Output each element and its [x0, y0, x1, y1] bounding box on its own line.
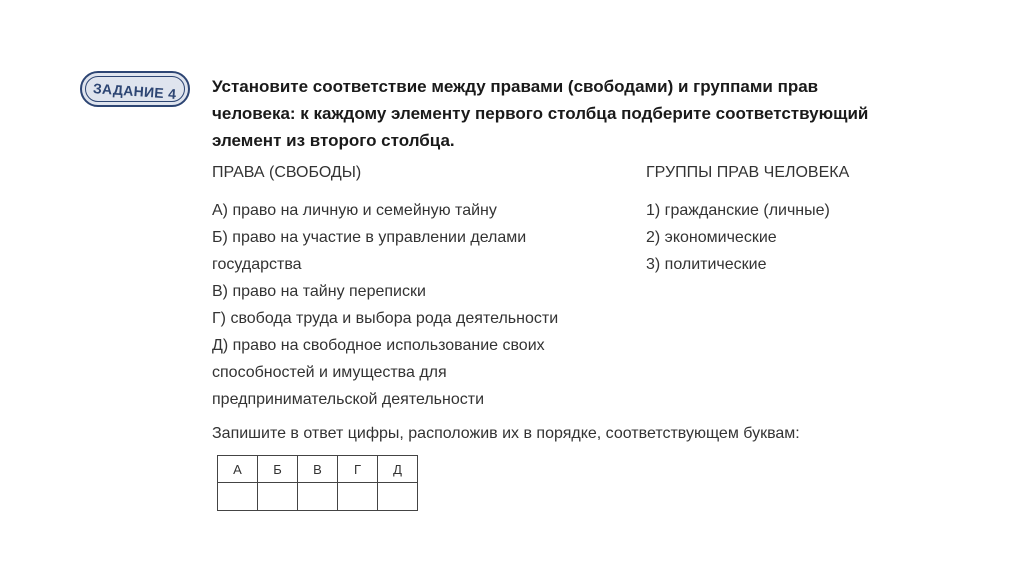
rights-list-item: Г) свобода труда и выбора рода деятельности: [212, 310, 559, 327]
answer-letter-cell: Д: [378, 456, 418, 483]
answer-value-cell[interactable]: [378, 483, 418, 511]
rights-list-item: предпринимательской деятельности: [212, 391, 484, 408]
groups-list-item: 1) гражданские (личные): [646, 202, 830, 219]
answer-table: [217, 455, 418, 511]
task-title-line: Установите соответствие между правами (свободами) и группами прав: [212, 77, 819, 96]
answer-value-cell[interactable]: [298, 483, 338, 511]
groups-list-item: 2) экономические: [646, 229, 777, 246]
answer-value-cell[interactable]: [338, 483, 378, 511]
rights-list-item: способностей и имущества для: [212, 364, 447, 381]
answer-letter-cell: А: [218, 456, 258, 483]
answer-value-cell[interactable]: [258, 483, 298, 511]
answer-letter-cell: Г: [338, 456, 378, 483]
rights-column-header: ПРАВА (СВОБОДЫ): [212, 164, 362, 181]
answer-values-row: [218, 483, 418, 511]
rights-list-item: государства: [212, 256, 302, 273]
answer-letters-row: [218, 456, 418, 483]
task-title-line: элемент из второго столбца.: [212, 131, 455, 150]
rights-list-item: Б) право на участие в управлении делами: [212, 229, 527, 246]
answer-letter-cell: Б: [258, 456, 298, 483]
task-title: [212, 73, 932, 154]
task-title-line: человека: к каждому элементу первого столбца подберите соответствующий: [212, 104, 869, 123]
task-number-badge: [80, 71, 190, 107]
answer-value-cell[interactable]: [218, 483, 258, 511]
rights-list-item: А) право на личную и семейную тайну: [212, 202, 497, 219]
task-number-label: ЗАДАНИЕ 4: [92, 80, 178, 102]
groups-column-header: ГРУППЫ ПРАВ ЧЕЛОВЕКА: [646, 164, 850, 181]
answer-letter-cell: В: [298, 456, 338, 483]
rights-list-item: Д) право на свободное использование своих: [212, 337, 545, 354]
groups-list: [646, 197, 946, 278]
groups-list-item: 3) политические: [646, 256, 767, 273]
rights-list-item: В) право на тайну переписки: [212, 283, 426, 300]
answer-instruction: Запишите в ответ цифры, расположив их в порядке, соответствующем буквам:: [212, 425, 800, 442]
rights-list: [212, 197, 622, 413]
